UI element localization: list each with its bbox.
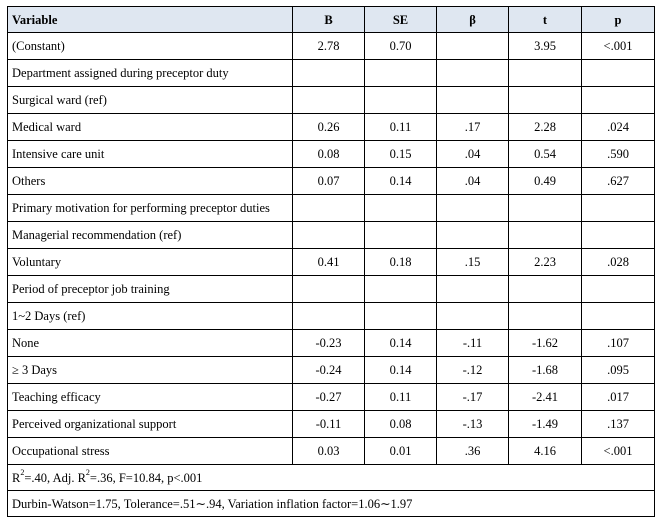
cell-t: 2.23	[509, 249, 582, 276]
cell-beta: .04	[437, 141, 509, 168]
cell-se: 0.14	[365, 330, 437, 357]
table-row	[8, 384, 655, 411]
cell-b	[293, 276, 365, 303]
cell-variable: None	[8, 330, 293, 357]
cell-b: 2.78	[293, 33, 365, 60]
cell-p: .590	[582, 141, 655, 168]
cell-p: .107	[582, 330, 655, 357]
cell-t	[509, 276, 582, 303]
cell-se: 0.15	[365, 141, 437, 168]
cell-b: -0.23	[293, 330, 365, 357]
cell-beta	[437, 87, 509, 114]
table-row	[8, 195, 655, 222]
table-row	[8, 60, 655, 87]
header-row	[8, 7, 655, 33]
cell-variable: Occupational stress	[8, 438, 293, 465]
table-row	[8, 303, 655, 330]
cell-se: 0.70	[365, 33, 437, 60]
cell-beta	[437, 222, 509, 249]
cell-b	[293, 60, 365, 87]
cell-t	[509, 87, 582, 114]
cell-se: 0.11	[365, 114, 437, 141]
cell-se	[365, 222, 437, 249]
cell-se: 0.01	[365, 438, 437, 465]
table-row	[8, 168, 655, 195]
table-row	[8, 276, 655, 303]
table-row	[8, 222, 655, 249]
cell-p	[582, 303, 655, 330]
cell-p: .137	[582, 411, 655, 438]
cell-t: -1.62	[509, 330, 582, 357]
cell-variable: Managerial recommendation (ref)	[8, 222, 293, 249]
diagnostics-summary: Durbin-Watson=1.75, Tolerance=.51∼.94, Variation inflation factor=1.06∼1.97	[8, 491, 655, 517]
cell-t: -1.49	[509, 411, 582, 438]
r-label: R	[12, 470, 21, 485]
cell-se	[365, 60, 437, 87]
cell-p: .028	[582, 249, 655, 276]
cell-beta: .36	[437, 438, 509, 465]
cell-p: .017	[582, 384, 655, 411]
table-row	[8, 114, 655, 141]
cell-p	[582, 276, 655, 303]
cell-beta: -.17	[437, 384, 509, 411]
cell-b: 0.07	[293, 168, 365, 195]
model-fit-part2: =.36, F=10.84, p<.001	[89, 470, 203, 485]
table-body	[8, 33, 655, 465]
cell-beta	[437, 33, 509, 60]
cell-variable: Period of preceptor job training	[8, 276, 293, 303]
cell-variable: Teaching efficacy	[8, 384, 293, 411]
cell-beta	[437, 60, 509, 87]
cell-b	[293, 195, 365, 222]
cell-t: 3.95	[509, 33, 582, 60]
cell-se	[365, 276, 437, 303]
regression-table	[7, 6, 655, 517]
adj-r-squared-sup: 2	[85, 468, 90, 478]
cell-beta: -.11	[437, 330, 509, 357]
cell-variable: Intensive care unit	[8, 141, 293, 168]
footer-row-model-fit	[8, 465, 655, 491]
table-row	[8, 249, 655, 276]
cell-beta	[437, 276, 509, 303]
cell-b	[293, 303, 365, 330]
cell-p	[582, 222, 655, 249]
cell-b: -0.24	[293, 357, 365, 384]
cell-variable: 1~2 Days (ref)	[8, 303, 293, 330]
cell-se: 0.18	[365, 249, 437, 276]
cell-t: -1.68	[509, 357, 582, 384]
cell-p: .024	[582, 114, 655, 141]
table-row	[8, 141, 655, 168]
table-row	[8, 330, 655, 357]
header-variable: Variable	[8, 7, 293, 33]
cell-variable: Others	[8, 168, 293, 195]
cell-beta: .15	[437, 249, 509, 276]
model-fit-part1: =.40, Adj. R	[24, 470, 86, 485]
header-t: t	[509, 7, 582, 33]
cell-b: 0.41	[293, 249, 365, 276]
cell-variable: Department assigned during preceptor duty	[8, 60, 293, 87]
r-squared-sup: 2	[20, 468, 25, 478]
cell-t: -2.41	[509, 384, 582, 411]
cell-beta: .17	[437, 114, 509, 141]
cell-beta: -.12	[437, 357, 509, 384]
cell-t	[509, 195, 582, 222]
table-row	[8, 438, 655, 465]
footer-row-diagnostics	[8, 491, 655, 517]
cell-variable: Surgical ward (ref)	[8, 87, 293, 114]
cell-b	[293, 87, 365, 114]
cell-beta: .04	[437, 168, 509, 195]
cell-variable: Perceived organizational support	[8, 411, 293, 438]
cell-b	[293, 222, 365, 249]
cell-p: <.001	[582, 438, 655, 465]
cell-se: 0.11	[365, 384, 437, 411]
cell-p	[582, 195, 655, 222]
cell-beta	[437, 303, 509, 330]
cell-p	[582, 60, 655, 87]
header-b: B	[293, 7, 365, 33]
header-se: SE	[365, 7, 437, 33]
cell-b: 0.26	[293, 114, 365, 141]
cell-t	[509, 60, 582, 87]
cell-t: 4.16	[509, 438, 582, 465]
cell-se: 0.14	[365, 168, 437, 195]
cell-variable: Voluntary	[8, 249, 293, 276]
cell-p: .627	[582, 168, 655, 195]
cell-b: -0.27	[293, 384, 365, 411]
table-row	[8, 357, 655, 384]
cell-se: 0.08	[365, 411, 437, 438]
cell-b: 0.03	[293, 438, 365, 465]
cell-variable: (Constant)	[8, 33, 293, 60]
cell-p: .095	[582, 357, 655, 384]
cell-t: 0.54	[509, 141, 582, 168]
cell-p: <.001	[582, 33, 655, 60]
cell-beta	[437, 195, 509, 222]
table-row	[8, 33, 655, 60]
cell-t: 0.49	[509, 168, 582, 195]
table-row	[8, 411, 655, 438]
cell-b: -0.11	[293, 411, 365, 438]
cell-se: 0.14	[365, 357, 437, 384]
cell-variable: Primary motivation for performing preceptor duties	[8, 195, 293, 222]
cell-variable: ≥ 3 Days	[8, 357, 293, 384]
cell-se	[365, 303, 437, 330]
cell-variable: Medical ward	[8, 114, 293, 141]
cell-beta: -.13	[437, 411, 509, 438]
cell-t	[509, 303, 582, 330]
table-row	[8, 87, 655, 114]
model-fit-summary	[8, 465, 655, 491]
header-beta: β	[437, 7, 509, 33]
cell-p	[582, 87, 655, 114]
header-p: p	[582, 7, 655, 33]
cell-b: 0.08	[293, 141, 365, 168]
cell-t	[509, 222, 582, 249]
cell-se	[365, 87, 437, 114]
cell-se	[365, 195, 437, 222]
cell-t: 2.28	[509, 114, 582, 141]
